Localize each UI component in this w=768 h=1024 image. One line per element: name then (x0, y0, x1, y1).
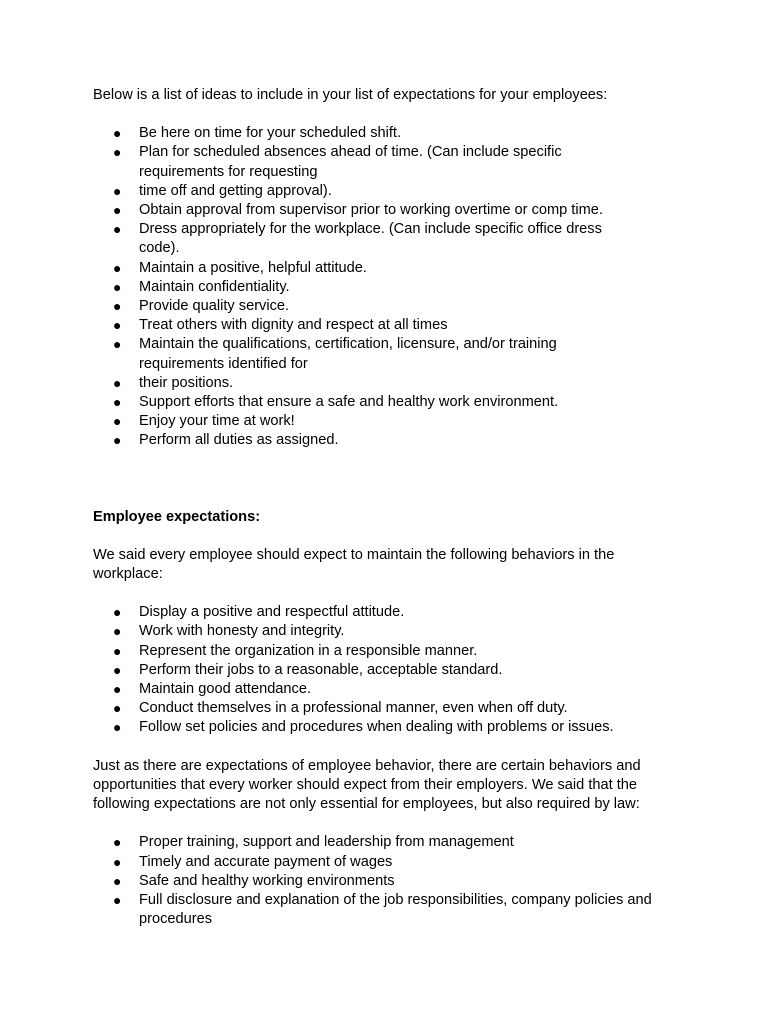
list-item: ● Timely and accurate payment of wages (93, 853, 693, 872)
list-item: ● Maintain good attendance. (93, 680, 693, 699)
list-item: ● their positions. (93, 374, 693, 393)
bullet-icon: ● (113, 719, 122, 736)
bullet-icon: ● (113, 259, 122, 276)
bullet-icon: ● (113, 891, 122, 908)
bullet-icon: ● (113, 413, 122, 430)
list-item: ● Perform their jobs to a reasonable, acceptable standard. (93, 661, 693, 680)
list-item: ● Maintain confidentiality. (93, 278, 693, 297)
bullet-icon: ● (113, 661, 122, 678)
bullet-icon: ● (113, 700, 122, 717)
bullet-icon: ● (113, 182, 122, 199)
section-heading: Employee expectations: (93, 508, 261, 525)
list-item: ● Safe and healthy working environments (93, 872, 693, 891)
list-item: ● time off and getting approval). (93, 182, 693, 201)
bullet-icon: ● (113, 642, 122, 659)
list-item: ● Conduct themselves in a professional manner, even when off duty. (93, 699, 693, 718)
ideas-list (93, 124, 693, 450)
bullet-icon: ● (113, 604, 122, 621)
behaviors-intro: We said every employee should expect to maintain the following behaviors in the workplace: (93, 546, 615, 583)
list-item: ● Represent the organization in a responsible manner. (93, 642, 693, 661)
bullet-icon: ● (113, 317, 122, 334)
bullet-icon: ● (113, 221, 122, 238)
list-item: ● Plan for scheduled absences ahead of time. (Can include specific requirements for requesting (113, 144, 562, 180)
bullet-icon: ● (113, 872, 122, 889)
list-item: ● Maintain a positive, helpful attitude. (93, 259, 693, 278)
list-item: ● Full disclosure and explanation of the job responsibilities, company policies and procedures (113, 891, 652, 928)
employer-expectations-list (93, 833, 693, 929)
bullet-icon: ● (113, 144, 122, 161)
bullet-icon: ● (113, 125, 122, 142)
bullet-icon: ● (113, 623, 122, 640)
list-item: ● Work with honesty and integrity. (93, 622, 693, 641)
list-item: ● Support efforts that ensure a safe and healthy work environment. (93, 393, 693, 412)
bullet-icon: ● (113, 394, 122, 411)
list-item: ● Provide quality service. (93, 297, 693, 316)
list-item: ● Obtain approval from supervisor prior to working overtime or comp time. (93, 201, 693, 220)
list-item: ● Follow set policies and procedures when dealing with problems or issues. (93, 718, 693, 737)
bullet-icon: ● (113, 202, 122, 219)
list-item: ● Maintain the qualifications, certification, licensure, and/or training requirements identified for (113, 336, 557, 372)
bullet-icon: ● (113, 278, 122, 295)
bullet-icon: ● (113, 853, 122, 870)
bullet-icon: ● (113, 336, 122, 353)
list-item: ● Perform all duties as assigned. (93, 431, 693, 450)
behaviors-list (93, 603, 693, 737)
intro-paragraph: Below is a list of ideas to include in your list of expectations for your employees: (93, 87, 608, 103)
bullet-icon: ● (113, 834, 122, 851)
list-item: ● Proper training, support and leadership from management (93, 833, 693, 852)
list-item: ● Be here on time for your scheduled shift. (93, 124, 693, 143)
bullet-icon: ● (113, 374, 122, 391)
bullet-icon: ● (113, 432, 122, 449)
list-item: ● Dress appropriately for the workplace. (Can include specific office dress code). (113, 221, 602, 257)
list-item: ● Enjoy your time at work! (93, 412, 693, 431)
bullet-icon: ● (113, 298, 122, 315)
bullet-icon: ● (113, 681, 122, 698)
employer-intro: Just as there are expectations of employee behavior, there are certain behaviors and opportunities that every worker should expect from their employers. We said that the following expectations are not only essential for employees, but also required by law: (93, 757, 641, 813)
list-item: ● Display a positive and respectful attitude. (93, 603, 693, 622)
list-item: ● Treat others with dignity and respect at all times (93, 316, 693, 335)
document-body (93, 86, 693, 929)
